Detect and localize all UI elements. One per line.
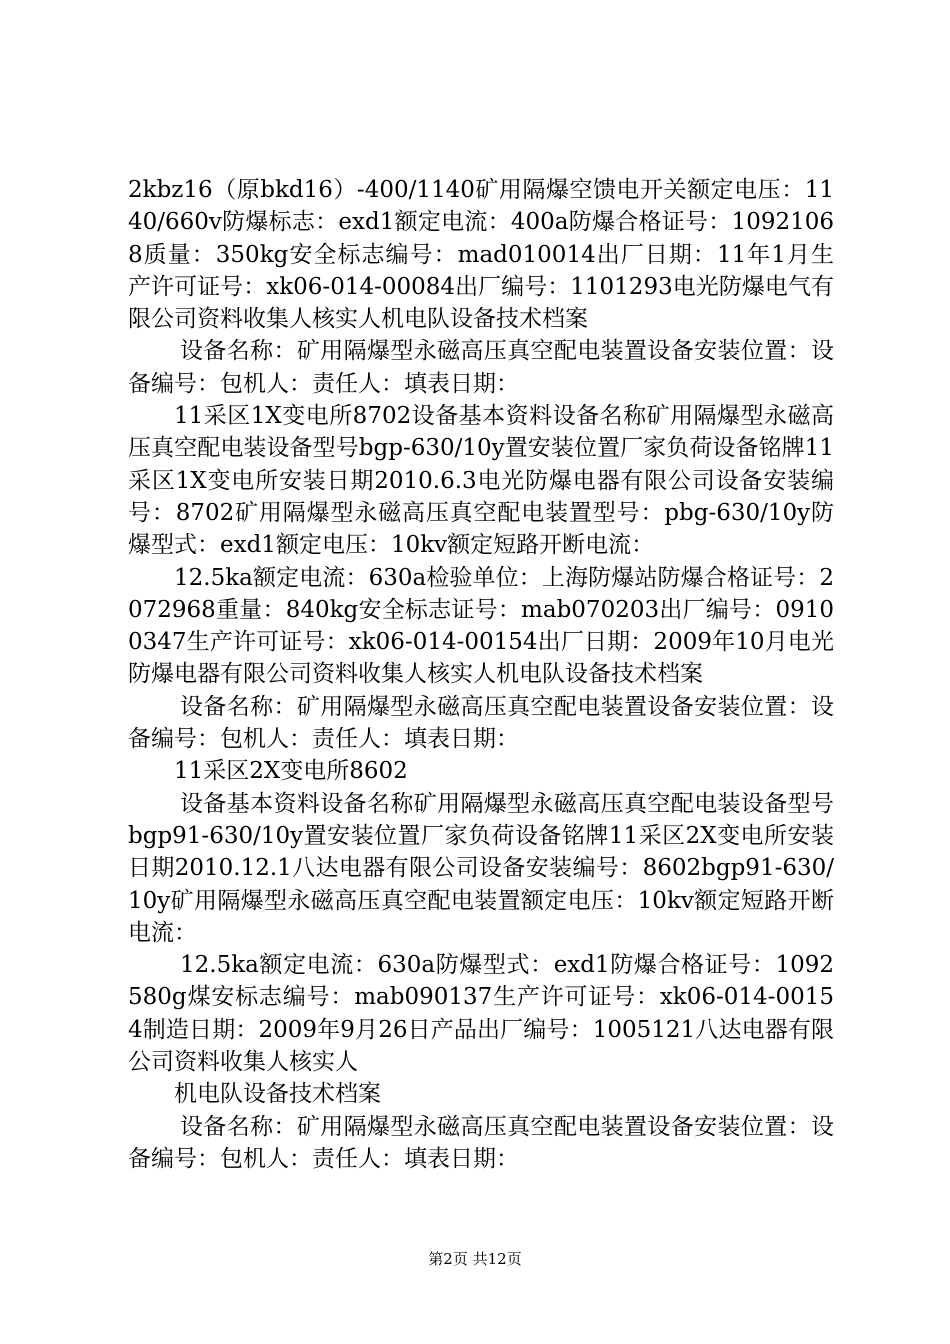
paragraph-substation-1x: 11采区1X变电所8702设备基本资料设备名称矿用隔爆型永磁高压真空配电装设备型号bgp-630/10y置安装位置厂家负荷设备铭牌11采区1X变电所安装日期2010.6.3电光防爆电器有限公司设备安装编号：8702矿用隔爆型永磁高压真空配电装置型号：pbg-630/10y防爆型式：exd1额定电压：10kv额定短路开断电流： — [128, 403, 834, 559]
paragraph-equipment-spec-3: 12.5ka额定电流：630a防爆型式：exd1防爆合格证号：1092580g煤安标志编号：mab090137生产许可证号：xk06-014-00154制造日期：2009年9月26日产品出厂编号：1005121八达电器有限公司资料收集人核实人 — [128, 952, 834, 1076]
paragraph-equipment-spec-2: 12.5ka额定电流：630a检验单位：上海防爆站防爆合格证号：2072968重量：840kg安全标志证号：mab070203出厂编号：09100347生产许可证号：xk06-014-00154出厂日期：2009年10月电光防爆电器有限公司资料收集人核实人机电队设备技术档案 — [128, 564, 834, 688]
document-body — [128, 174, 834, 1175]
paragraph-form-header-2: 设备名称：矿用隔爆型永磁高压真空配电装置设备安装位置：设备编号：包机人：责任人：填表日期： — [128, 693, 834, 753]
paragraph-substation-2x: 设备基本资料设备名称矿用隔爆型永磁高压真空配电装设备型号bgp91-630/10y置安装位置厂家负荷设备铭牌11采区2X变电所安装日期2010.12.1八达电器有限公司设备安装编号：8602bgp91-630/10y矿用隔爆型永磁高压真空配电装置额定电压：10kv额定短路开断电流： — [128, 790, 834, 946]
paragraph-archive-title: 机电队设备技术档案 — [174, 1081, 381, 1108]
paragraph-substation-2x-title: 11采区2X变电所8602 — [174, 758, 408, 785]
page-footer: 第2页 共12页 — [428, 1250, 522, 1268]
paragraph-form-header-3: 设备名称：矿用隔爆型永磁高压真空配电装置设备安装位置：设备编号：包机人：责任人：填表日期： — [128, 1113, 834, 1172]
paragraph-form-header-1: 设备名称：矿用隔爆型永磁高压真空配电装置设备安装位置：设备编号：包机人：责任人：填表日期： — [128, 338, 834, 397]
paragraph-equipment-spec-1: 2kbz16（原bkd16）-400/1140矿用隔爆空馈电开关额定电压：1140/660v防爆标志：exd1额定电流：400a防爆合格证号：10921068质量：350kg安全标志编号：mad010014出厂日期：11年1月生产许可证号：xk06-014-00084出厂编号：1101293电光防爆电气有限公司资料收集人核实人机电队设备技术档案 — [128, 177, 834, 333]
